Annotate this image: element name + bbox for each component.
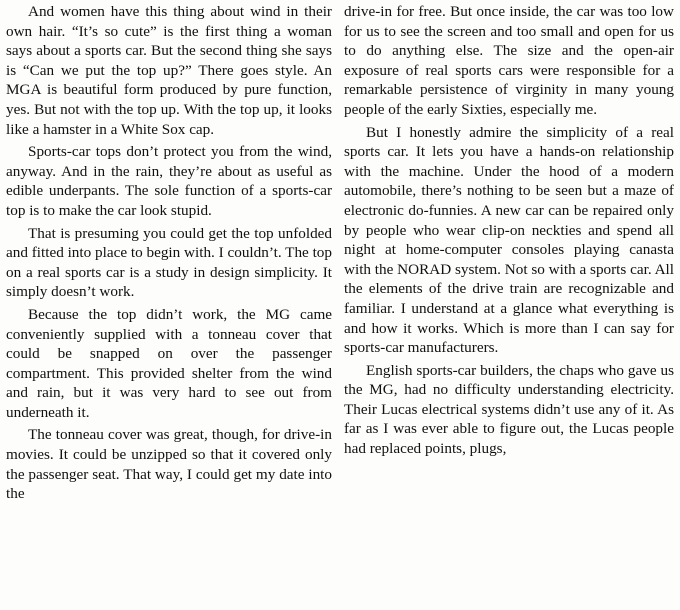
paragraph-wind-in-hair: And women have this thing about wind in their own hair. “It’s so cute” is the first thing a woman says about a sports car. But the second thing she says is “Can we put the top up?” There goes style. An MGA is beautiful form produced by pure function, yes. But not with the top up. With the top up, it looks like a hamster in a White Sox cap. [6,3,332,138]
right-column [344,2,674,462]
paragraph-sports-car-tops: Sports-car tops don’t protect you from the wind, anyway. And in the rain, they’re about as useful as edible underpants. The sole function of a sports-car top is to make the car look stupid. [6,143,332,219]
paragraph-tonneau-cover: Because the top didn’t work, the MG came conveniently supplied with a tonneau cover that could be snapped on over the passenger compartment. This provided shelter from the wind and rain, but it was very hard to see out from underneath it. [6,305,332,421]
left-column [6,2,332,507]
paragraph-simplicity: But I honestly admire the simplicity of a real sports car. It lets you have a hands-on relationship with the machine. Under the hood of a modern automobile, there’s nothing to be seen but a maze of electronic do-funnies. A new car can be repaired only by people who wear clip-on neckties and spend all night at home-computer consoles playing canasta with the NORAD system. Not so with a sports car. All the elements of the drive train are recognizable and familiar. I understand at a glance what everything is and how it works. Which is more than I can say for sports-car manufacturers. [344,123,674,357]
paragraph-unfolding-top: That is presuming you could get the top unfolded and fitted into place to begin with. I couldn’t. The top on a real sports car is a study in design simplicity. It simply doesn’t work. [6,224,332,301]
paragraph-drive-in-movies: The tonneau cover was great, though, for drive-in movies. It could be unzipped so that it covered only the passenger seat. That way, I could get my date into the [6,426,332,503]
paragraph-lucas-electrics: English sports-car builders, the chaps who gave us the MG, had no difficulty understanding electricity. Their Lucas electrical systems didn’t use any of it. As far as I was ever able to figure out, the Lucas people had replaced points, plugs, [344,361,674,458]
paragraph-drive-in-continued: drive-in for free. But once inside, the car was too low for us to see the screen and too small and open for us to do anything else. The size and the open-air exposure of real sports cars were responsible for a remarkable persistence of virginity in many young people of the early Sixties, especially me. [344,3,674,118]
